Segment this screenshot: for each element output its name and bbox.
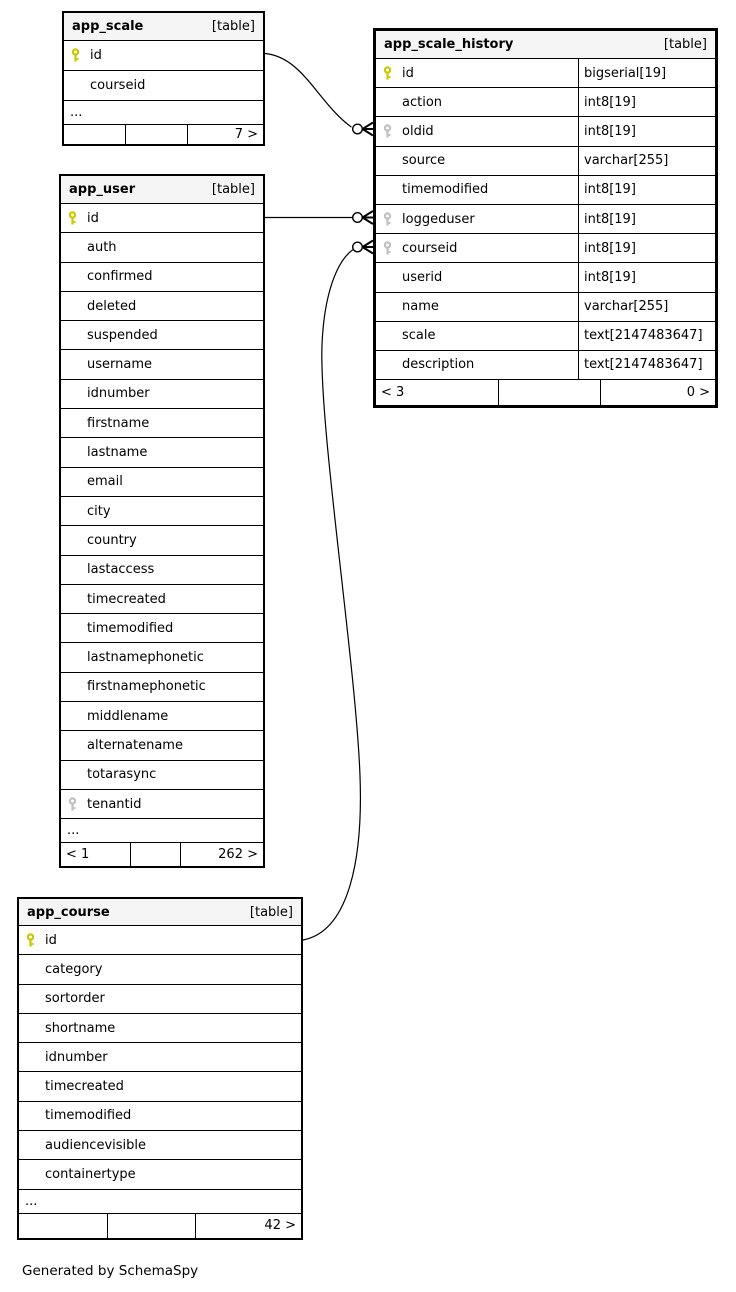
column-row	[61, 204, 263, 233]
column-row	[376, 205, 715, 234]
column-name: timemodified	[402, 182, 489, 198]
primary-key-icon	[376, 66, 402, 81]
column-name: audiencevisible	[45, 1137, 147, 1153]
footer-left-cell	[19, 1214, 107, 1238]
column-name: suspended	[87, 327, 158, 343]
footer-right-cell: 262 >	[180, 843, 263, 866]
column-name: id	[402, 65, 414, 81]
column-type: int8[19]	[578, 205, 721, 233]
column-row	[64, 71, 263, 101]
column-row	[61, 556, 263, 585]
column-row	[61, 643, 263, 672]
column-name: oldid	[402, 123, 434, 139]
table-app_user[interactable]	[59, 174, 265, 868]
column-row	[61, 526, 263, 555]
column-name: sortorder	[45, 991, 105, 1007]
table-name[interactable]: app_course	[27, 904, 110, 920]
column-name: country	[87, 532, 137, 548]
column-row	[61, 409, 263, 438]
table-footer	[64, 125, 263, 144]
column-name: id	[87, 210, 99, 226]
column-type: int8[19]	[578, 176, 721, 204]
footer-mid-cell	[498, 380, 600, 405]
table-footer	[376, 380, 715, 405]
crow-foot-icon	[363, 211, 374, 224]
column-row	[61, 438, 263, 467]
column-name: idnumber	[45, 1049, 108, 1065]
footer-mid-cell	[125, 125, 187, 144]
column-row	[376, 322, 715, 351]
column-name: name	[402, 299, 439, 315]
column-name: city	[87, 503, 111, 519]
column-type: int8[19]	[578, 117, 721, 145]
relationship-app_scale-to-oldid	[265, 54, 373, 136]
column-row	[376, 117, 715, 146]
column-row	[19, 1160, 301, 1189]
column-row	[61, 585, 263, 614]
foreign-key-icon	[61, 797, 87, 812]
column-name: timecreated	[87, 591, 166, 607]
column-name: auth	[87, 239, 117, 255]
column-name: username	[87, 357, 152, 373]
column-row	[61, 263, 263, 292]
column-name: middlename	[87, 708, 169, 724]
column-row	[61, 702, 263, 731]
column-row	[61, 350, 263, 379]
column-name: loggeduser	[402, 211, 475, 227]
column-name: timemodified	[45, 1108, 132, 1124]
column-row	[61, 380, 263, 409]
column-row	[376, 351, 715, 380]
column-row	[19, 1102, 301, 1131]
column-name: tenantid	[87, 796, 142, 812]
column-row	[61, 761, 263, 790]
column-name: userid	[402, 269, 443, 285]
table-header[interactable]	[61, 176, 263, 204]
column-name: description	[402, 357, 475, 373]
column-name: shortname	[45, 1020, 116, 1036]
column-type: varchar[255]	[578, 293, 721, 321]
column-type: bigserial[19]	[578, 59, 721, 87]
primary-key-icon	[19, 933, 45, 948]
column-row	[376, 88, 715, 117]
column-row	[61, 614, 263, 643]
generated-by-note: Generated by SchemaSpy	[22, 1263, 199, 1279]
foreign-key-icon	[376, 212, 402, 227]
table-name[interactable]: app_user	[69, 182, 136, 197]
column-row	[61, 321, 263, 350]
column-name: idnumber	[87, 386, 150, 402]
column-name: firstnamephonetic	[87, 679, 206, 695]
column-row	[19, 955, 301, 984]
column-name: confirmed	[87, 269, 153, 285]
column-row	[376, 293, 715, 322]
column-name: lastaccess	[87, 562, 155, 578]
footer-mid-cell	[107, 1214, 195, 1238]
column-name: action	[402, 94, 443, 110]
table-header[interactable]	[19, 899, 301, 926]
column-row	[376, 59, 715, 88]
footer-mid-cell	[130, 843, 180, 866]
footer-left-cell: < 1	[66, 847, 90, 863]
table-footer	[19, 1214, 301, 1238]
table-name[interactable]: app_scale_history	[384, 37, 514, 52]
column-name: timemodified	[87, 620, 174, 636]
column-name: courseid	[90, 78, 146, 93]
column-row	[19, 1043, 301, 1072]
column-row	[19, 1014, 301, 1043]
column-name: containertype	[45, 1167, 136, 1183]
footer-right-cell: 0 >	[600, 380, 715, 405]
column-row	[61, 497, 263, 526]
column-name: lastnamephonetic	[87, 650, 204, 666]
column-row	[19, 1072, 301, 1101]
table-type-badge: [table]	[663, 37, 707, 52]
relationship-app_user-to-loggeduser	[265, 211, 373, 224]
column-row	[61, 292, 263, 321]
column-name: firstname	[87, 415, 150, 431]
column-row	[376, 263, 715, 292]
column-type: text[2147483647]	[578, 322, 721, 350]
table-app_course[interactable]	[17, 897, 303, 1240]
column-row	[376, 176, 715, 205]
column-row	[19, 926, 301, 955]
column-type: varchar[255]	[578, 147, 721, 175]
table-type-badge: [table]	[211, 19, 255, 34]
column-row	[61, 790, 263, 819]
table-type-badge: [table]	[211, 182, 255, 197]
footer-right-cell: 42 >	[195, 1214, 301, 1238]
column-type: int8[19]	[578, 234, 721, 262]
table-header[interactable]	[376, 31, 715, 59]
column-name: source	[402, 153, 446, 169]
column-row	[61, 468, 263, 497]
column-type: text[2147483647]	[578, 351, 721, 379]
more-columns-ellipsis: ...	[19, 1190, 301, 1214]
footer-left-cell: < 3	[381, 385, 405, 401]
column-type: int8[19]	[578, 88, 721, 116]
column-name: courseid	[402, 240, 458, 256]
table-app_scale[interactable]	[62, 11, 265, 146]
foreign-key-icon	[376, 124, 402, 139]
column-type: int8[19]	[578, 263, 721, 291]
table-name[interactable]: app_scale	[72, 19, 144, 34]
crow-foot-icon	[363, 123, 374, 136]
relationship-app_course-to-courseid	[303, 241, 373, 941]
footer-left-cell	[64, 125, 125, 144]
column-row	[61, 731, 263, 760]
column-row	[61, 233, 263, 262]
column-row	[19, 1131, 301, 1160]
column-name: lastname	[87, 445, 148, 461]
column-name: category	[45, 961, 103, 977]
column-name: email	[87, 474, 123, 490]
column-row	[376, 234, 715, 263]
column-name: deleted	[87, 298, 137, 314]
column-name: id	[90, 48, 102, 63]
column-name: scale	[402, 328, 436, 344]
column-row	[376, 147, 715, 176]
more-columns-ellipsis: ...	[64, 101, 263, 125]
column-row	[61, 673, 263, 702]
footer-right-cell: 7 >	[187, 125, 263, 144]
column-name: id	[45, 932, 57, 948]
foreign-key-icon	[376, 241, 402, 256]
more-columns-ellipsis: ...	[61, 819, 263, 843]
column-row	[64, 41, 263, 71]
table-footer	[61, 843, 263, 866]
table-type-badge: [table]	[249, 904, 293, 920]
table-header[interactable]	[64, 13, 263, 41]
column-name: alternatename	[87, 737, 183, 753]
column-name: timecreated	[45, 1079, 124, 1095]
crow-foot-icon	[363, 241, 374, 254]
primary-key-icon	[61, 211, 87, 226]
column-name: totarasync	[87, 767, 157, 783]
primary-key-icon	[64, 48, 90, 63]
table-app_scale_history[interactable]	[373, 28, 718, 408]
column-row	[19, 985, 301, 1014]
